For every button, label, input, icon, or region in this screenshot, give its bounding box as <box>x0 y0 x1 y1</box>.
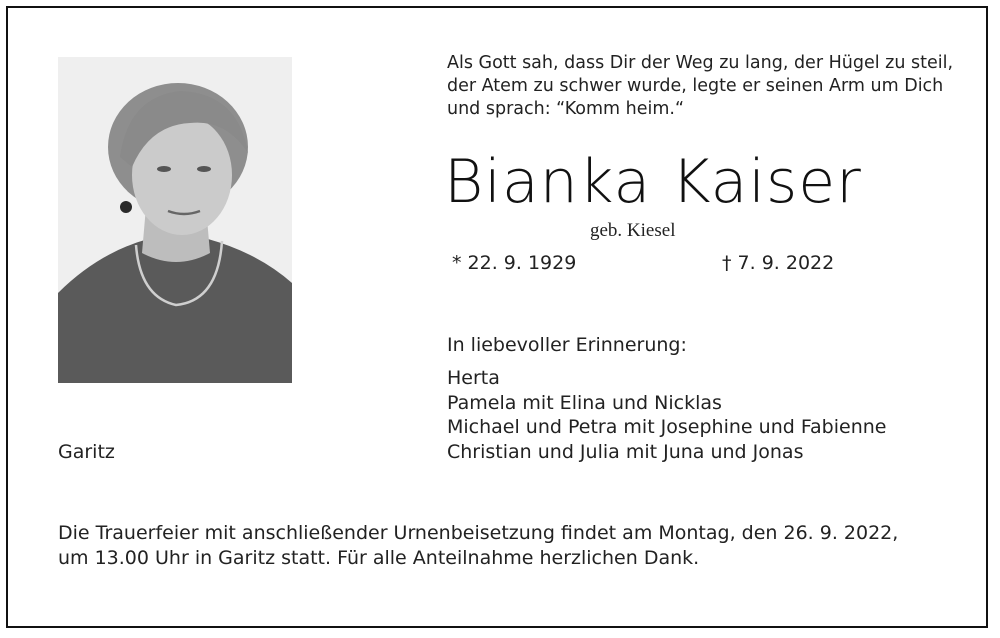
list-item: Pamela mit Elina und Nicklas <box>447 391 722 414</box>
poem-line: und sprach: “Komm heim.“ <box>447 99 685 119</box>
portrait-photo <box>58 57 292 383</box>
death-date: † 7. 9. 2022 <box>722 252 835 274</box>
list-item: Christian und Julia mit Juna und Jonas <box>447 440 804 463</box>
ceremony-line: um 13.00 Uhr in Garitz statt. Für alle Anteilnahme herzlichen Dank. <box>58 547 700 569</box>
memory-heading: In liebevoller Erinnerung: <box>447 334 687 356</box>
mourners-list <box>447 366 886 464</box>
birth-date: * 22. 9. 1929 <box>452 252 577 274</box>
poem-line: der Atem zu schwer wurde, legte er seinen Arm um Dich <box>447 76 944 96</box>
ceremony-line: Die Trauerfeier mit anschließender Urnenbeisetzung findet am Montag, den 26. 9. 2022, <box>58 522 899 544</box>
poem <box>447 52 953 121</box>
ceremony-info <box>58 521 898 571</box>
maiden-name: geb. Kiesel <box>590 220 676 241</box>
list-item: Herta <box>447 367 500 389</box>
poem-line: Als Gott sah, dass Dir der Weg zu lang, der Hügel zu steil, <box>447 53 954 73</box>
list-item: Michael und Petra mit Josephine und Fabienne <box>447 416 887 438</box>
deceased-name: Bianka Kaiser <box>444 147 862 217</box>
place-name: Garitz <box>58 441 115 463</box>
